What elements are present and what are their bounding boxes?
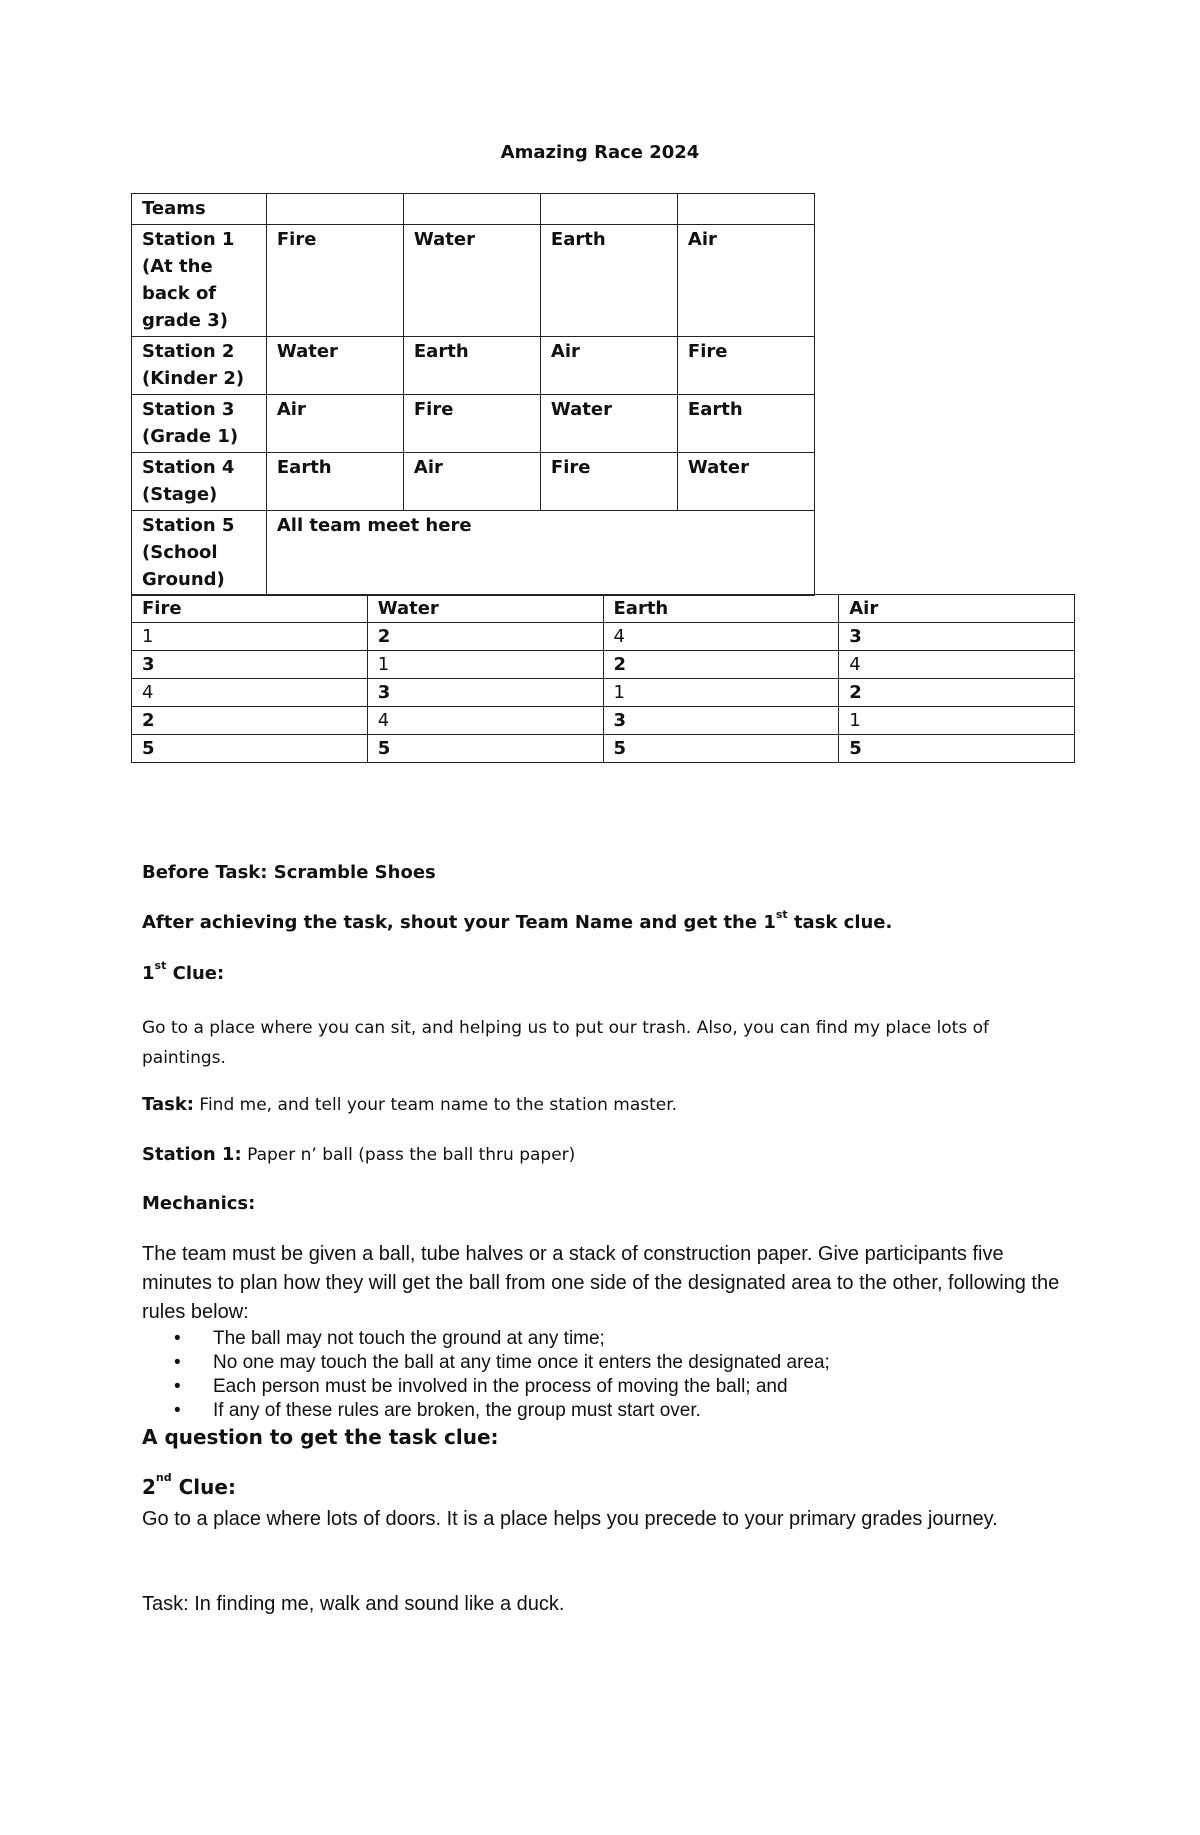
table-cell: 5 <box>367 735 603 763</box>
table-cell <box>540 194 677 225</box>
list-item: • Each person must be involved in the process of moving the ball; and <box>174 1376 788 1397</box>
list-item: • The ball may not touch the ground at any time; <box>174 1328 605 1349</box>
table-cell: 4 <box>132 679 368 707</box>
question-heading: A question to get the task clue: <box>142 1425 499 1449</box>
clue1-heading: 1st Clue: <box>142 959 225 984</box>
table-cell: 1 <box>603 679 839 707</box>
bullet-icon: • <box>174 1328 181 1349</box>
table-cell: 3 <box>367 679 603 707</box>
table-cell: 4 <box>839 651 1075 679</box>
table-cell: Air <box>677 225 814 337</box>
table-cell <box>266 194 403 225</box>
station-cell: Station 2 (Kinder 2) <box>132 337 267 395</box>
table-row <box>132 623 1075 651</box>
table-cell: 2 <box>367 623 603 651</box>
table-cell: 2 <box>603 651 839 679</box>
table-cell: Water <box>540 395 677 453</box>
table-cell: Earth <box>266 453 403 511</box>
table-row <box>132 735 1075 763</box>
table-cell: Air <box>266 395 403 453</box>
station-cell: Station 4 (Stage) <box>132 453 267 511</box>
task1-line: Task: Find me, and tell your team name to the station master. <box>142 1094 678 1115</box>
table-header-cell: Air <box>839 595 1075 623</box>
table-cell: Air <box>540 337 677 395</box>
table-row <box>132 225 815 337</box>
table-row <box>132 453 815 511</box>
table-row <box>132 651 1075 679</box>
table-cell: 5 <box>839 735 1075 763</box>
table-cell: 3 <box>839 623 1075 651</box>
list-item: • If any of these rules are broken, the group must start over. <box>174 1400 701 1421</box>
table-cell: Earth <box>540 225 677 337</box>
table-header-cell: Fire <box>132 595 368 623</box>
station-cell: Station 1 (At the back of grade 3) <box>132 225 267 337</box>
table-cell: 4 <box>367 707 603 735</box>
table-cell <box>403 194 540 225</box>
station-cell: Station 3 (Grade 1) <box>132 395 267 453</box>
table-cell: Fire <box>266 225 403 337</box>
table-cell: Earth <box>677 395 814 453</box>
table-row <box>132 337 815 395</box>
table-row <box>132 707 1075 735</box>
clue2-text: Go to a place where lots of doors. It is a place helps you precede to your primary grades journey. <box>142 1508 998 1530</box>
table-cell: 4 <box>603 623 839 651</box>
table-row <box>132 194 815 225</box>
clue2-heading: 2nd Clue: <box>142 1471 236 1499</box>
table-row <box>132 395 815 453</box>
document-title: Amazing Race 2024 <box>500 142 700 163</box>
rules-list <box>142 1327 1082 1423</box>
table-row <box>132 595 1075 623</box>
table-cell: 3 <box>132 651 368 679</box>
table-cell: 2 <box>132 707 368 735</box>
table-cell: Water <box>403 225 540 337</box>
station-cell: Station 5 (School Ground) <box>132 511 267 596</box>
merged-cell: All team meet here <box>266 511 814 596</box>
table-row <box>132 511 815 596</box>
before-task-heading: Before Task: Scramble Shoes <box>142 862 436 883</box>
bullet-icon: • <box>174 1352 181 1373</box>
table-header-cell: Earth <box>603 595 839 623</box>
table-cell: Water <box>677 453 814 511</box>
mechanics-heading: Mechanics: <box>142 1193 256 1214</box>
mechanics-text: The team must be given a ball, tube halves or a stack of construction paper. Give participants five minutes to plan how they will get the ball from one side of the designated area to the other, following the rules below: <box>142 1243 1060 1323</box>
table-header-cell: Water <box>367 595 603 623</box>
table-cell: Teams <box>132 194 267 225</box>
table-cell: 1 <box>367 651 603 679</box>
after-task-instruction: After achieving the task, shout your Team Name and get the 1st task clue. <box>142 908 893 933</box>
table-cell: 2 <box>839 679 1075 707</box>
table-cell: 1 <box>132 623 368 651</box>
clue1-text: Go to a place where you can sit, and helping us to put our trash. Also, you can find my place lots of paintings. <box>142 1018 989 1068</box>
stations-table <box>131 193 815 596</box>
table-cell: 1 <box>839 707 1075 735</box>
table-cell: 5 <box>603 735 839 763</box>
bullet-icon: • <box>174 1400 181 1421</box>
table-cell: 3 <box>603 707 839 735</box>
table-cell: 5 <box>132 735 368 763</box>
task2-line: Task: In finding me, walk and sound like a duck. <box>142 1593 565 1615</box>
table-cell: Water <box>266 337 403 395</box>
order-table <box>131 594 1075 763</box>
list-item: • No one may touch the ball at any time once it enters the designated area; <box>174 1352 830 1373</box>
table-cell: Fire <box>677 337 814 395</box>
table-cell: Earth <box>403 337 540 395</box>
table-cell: Fire <box>540 453 677 511</box>
station1-line: Station 1: Paper n’ ball (pass the ball thru paper) <box>142 1144 576 1165</box>
table-cell <box>677 194 814 225</box>
bullet-icon: • <box>174 1376 181 1397</box>
table-cell: Air <box>403 453 540 511</box>
table-row <box>132 679 1075 707</box>
table-cell: Fire <box>403 395 540 453</box>
